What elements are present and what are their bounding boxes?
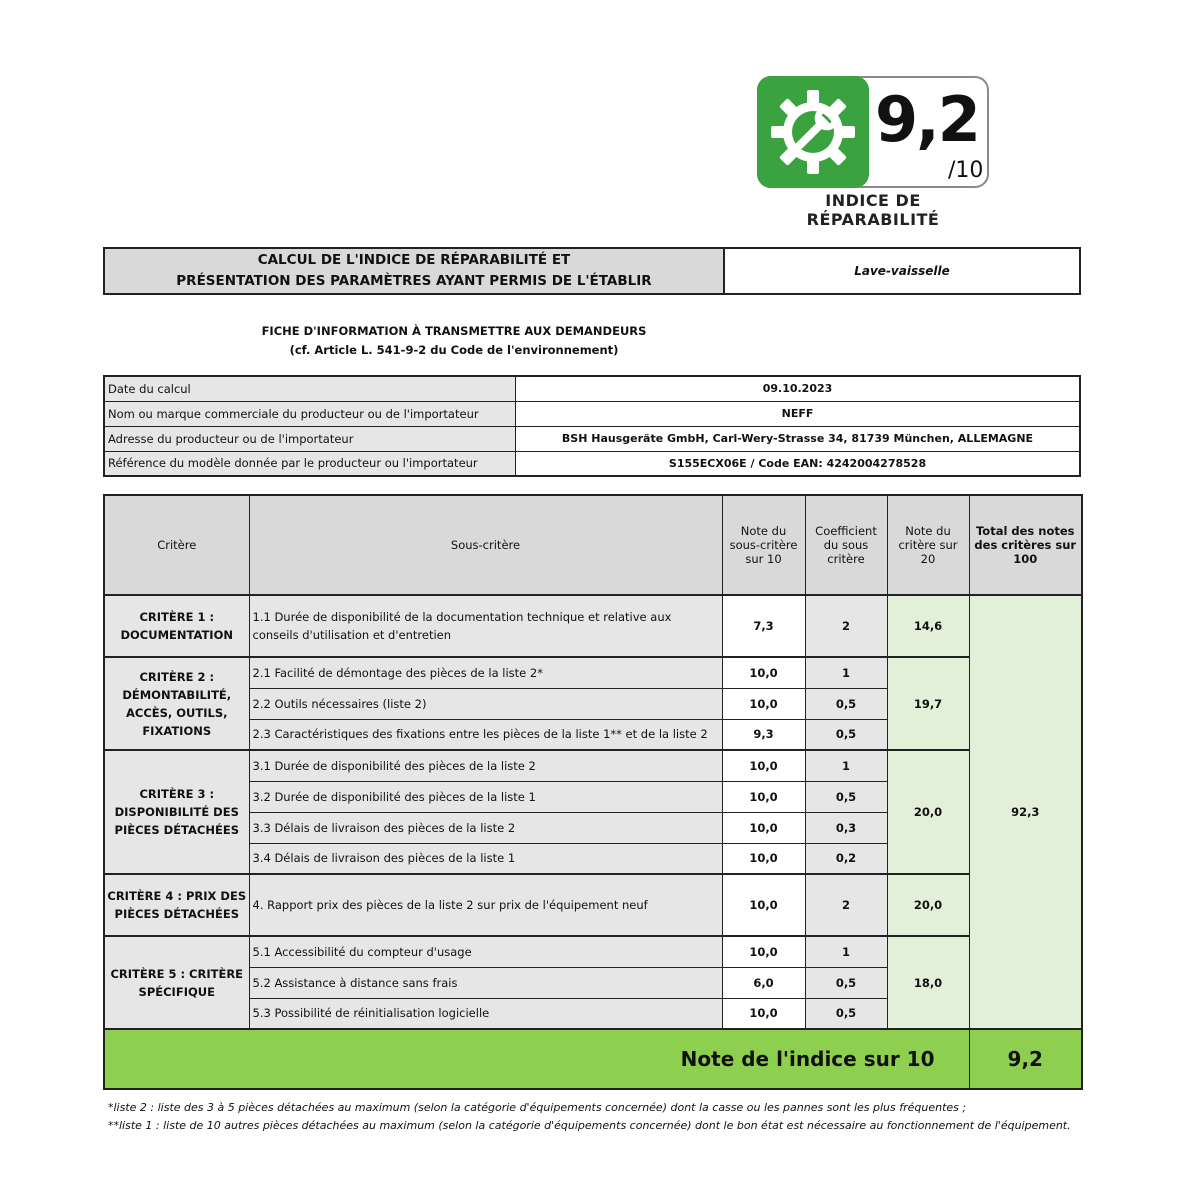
- repairability-score: 9,2: [875, 83, 979, 156]
- criterion-1-label: CRITÈRE 1 : DOCUMENTATION: [104, 595, 249, 657]
- footnote-1: *liste 2 : liste des 3 à 5 pièces détachées au maximum (selon la catégorie d'équipements concernée) dont la casse ou les pannes sont les plus fréquentes ;: [108, 1101, 967, 1114]
- criterion-3-score: 20,0: [887, 750, 969, 874]
- subcriterion-note: 6,0: [722, 967, 805, 998]
- subcriterion-note: 7,3: [722, 595, 805, 657]
- col-header-critere: Critère: [104, 495, 249, 595]
- subcriterion-note: 10,0: [722, 843, 805, 874]
- subcriterion-label: 5.3 Possibilité de réinitialisation logicielle: [249, 998, 722, 1029]
- table-row: [104, 936, 1082, 967]
- info-row: [104, 451, 1080, 476]
- logo-badge: [757, 76, 869, 188]
- header-title-line2: PRÉSENTATION DES PARAMÈTRES AYANT PERMIS DE L'ÉTABLIR: [176, 273, 652, 289]
- info-value: NEFF: [516, 401, 1081, 426]
- info-label: Date du calcul: [104, 376, 516, 401]
- final-score-row: [104, 1029, 1082, 1089]
- subcriterion-note: 10,0: [722, 750, 805, 781]
- fiche-line1: FICHE D'INFORMATION À TRANSMETTRE AUX DEMANDEURS: [261, 324, 647, 338]
- table-row: [104, 595, 1082, 657]
- criterion-1-score: 14,6: [887, 595, 969, 657]
- criteria-header-row: [104, 495, 1082, 595]
- criterion-4-score: 20,0: [887, 874, 969, 936]
- info-label: Nom ou marque commerciale du producteur ou de l'importateur: [104, 401, 516, 426]
- info-label: Adresse du producteur ou de l'importateur: [104, 426, 516, 451]
- col-header-coef: Coefficient du sous critère: [805, 495, 887, 595]
- final-score-label: Note de l'indice sur 10: [104, 1029, 969, 1089]
- info-value: BSH Hausgeräte GmbH, Carl-Wery-Strasse 34, 81739 München, ALLEMAGNE: [516, 426, 1081, 451]
- subcriterion-note: 10,0: [722, 874, 805, 936]
- info-row: [104, 401, 1080, 426]
- subcriterion-label: 3.4 Délais de livraison des pièces de la liste 1: [249, 843, 722, 874]
- score-max: /10: [948, 158, 984, 183]
- subcriterion-note: 10,0: [722, 688, 805, 719]
- fiche-line2: (cf. Article L. 541-9-2 du Code de l'environnement): [289, 343, 619, 357]
- criterion-2-score: 19,7: [887, 657, 969, 750]
- table-row: [104, 750, 1082, 781]
- footnotes: [108, 1099, 1071, 1135]
- criterion-3-label: CRITÈRE 3 : DISPONIBILITÉ DES PIÈCES DÉTACHÉES: [104, 750, 249, 874]
- col-header-sous-critere: Sous-critère: [249, 495, 722, 595]
- criterion-4-label: CRITÈRE 4 : PRIX DES PIÈCES DÉTACHÉES: [104, 874, 249, 936]
- col-header-note-sous: Note du sous-critère sur 10: [722, 495, 805, 595]
- info-label: Référence du modèle donnée par le producteur ou l'importateur: [104, 451, 516, 476]
- subcriterion-label: 3.3 Délais de livraison des pièces de la liste 2: [249, 812, 722, 843]
- subcriterion-label: 4. Rapport prix des pièces de la liste 2 sur prix de l'équipement neuf: [249, 874, 722, 936]
- subcriterion-note: 10,0: [722, 657, 805, 688]
- subcriterion-coef: 0,2: [805, 843, 887, 874]
- subcriterion-coef: 0,3: [805, 812, 887, 843]
- logo-caption: INDICE DE RÉPARABILITÉ: [806, 191, 940, 229]
- subcriterion-coef: 2: [805, 874, 887, 936]
- total-score-100: 92,3: [969, 595, 1082, 1029]
- subcriterion-coef: 0,5: [805, 719, 887, 750]
- product-type: Lave-vaisselle: [854, 264, 950, 278]
- subcriterion-coef: 0,5: [805, 781, 887, 812]
- subcriterion-note: 10,0: [722, 812, 805, 843]
- info-value: 09.10.2023: [516, 376, 1081, 401]
- repairability-logo: [757, 76, 989, 188]
- info-value: S155ECX06E / Code EAN: 4242004278528: [516, 451, 1081, 476]
- criteria-table: [103, 494, 1083, 1090]
- subcriterion-note: 10,0: [722, 936, 805, 967]
- subcriterion-coef: 0,5: [805, 998, 887, 1029]
- info-row: [104, 376, 1080, 401]
- subcriterion-label: 2.3 Caractéristiques des fixations entre les pièces de la liste 1** et de la liste 2: [249, 719, 722, 750]
- subcriterion-coef: 2: [805, 595, 887, 657]
- header-title-line1: CALCUL DE L'INDICE DE RÉPARABILITÉ ET: [257, 252, 571, 268]
- col-header-total: Total des notes des critères sur 100: [969, 495, 1082, 595]
- fiche-info-title: [180, 322, 728, 360]
- criterion-2-label: CRITÈRE 2 : DÉMONTABILITÉ, ACCÈS, OUTILS, FIXATIONS: [104, 657, 249, 750]
- subcriterion-label: 3.2 Durée de disponibilité des pièces de la liste 1: [249, 781, 722, 812]
- subcriterion-coef: 1: [805, 750, 887, 781]
- subcriterion-note: 10,0: [722, 998, 805, 1029]
- info-row: [104, 426, 1080, 451]
- footnote-2: **liste 1 : liste de 10 autres pièces détachées au maximum (selon la catégorie d'équipements concernée) dont le bon état est nécessaire au fonctionnement de l'équipement.: [108, 1119, 1071, 1132]
- subcriterion-label: 2.2 Outils nécessaires (liste 2): [249, 688, 722, 719]
- header-title: [105, 249, 725, 293]
- subcriterion-coef: 1: [805, 936, 887, 967]
- subcriterion-note: 10,0: [722, 781, 805, 812]
- table-row: [104, 874, 1082, 936]
- gear-wrench-icon: [763, 82, 863, 182]
- subcriterion-note: 9,3: [722, 719, 805, 750]
- subcriterion-coef: 0,5: [805, 688, 887, 719]
- final-score-value: 9,2: [969, 1029, 1082, 1089]
- subcriterion-label: 1.1 Durée de disponibilité de la documentation technique et relative aux conseils d'utilisation et d'entretien: [249, 595, 722, 657]
- subcriterion-coef: 1: [805, 657, 887, 688]
- col-header-note-crit: Note du critère sur 20: [887, 495, 969, 595]
- criterion-5-score: 18,0: [887, 936, 969, 1029]
- subcriterion-label: 5.1 Accessibilité du compteur d'usage: [249, 936, 722, 967]
- subcriterion-label: 2.1 Facilité de démontage des pièces de la liste 2*: [249, 657, 722, 688]
- info-table: [103, 375, 1081, 477]
- table-row: [104, 657, 1082, 688]
- criterion-5-label: CRITÈRE 5 : CRITÈRE SPÉCIFIQUE: [104, 936, 249, 1029]
- document-header: [103, 247, 1081, 295]
- subcriterion-label: 5.2 Assistance à distance sans frais: [249, 967, 722, 998]
- subcriterion-coef: 0,5: [805, 967, 887, 998]
- subcriterion-label: 3.1 Durée de disponibilité des pièces de la liste 2: [249, 750, 722, 781]
